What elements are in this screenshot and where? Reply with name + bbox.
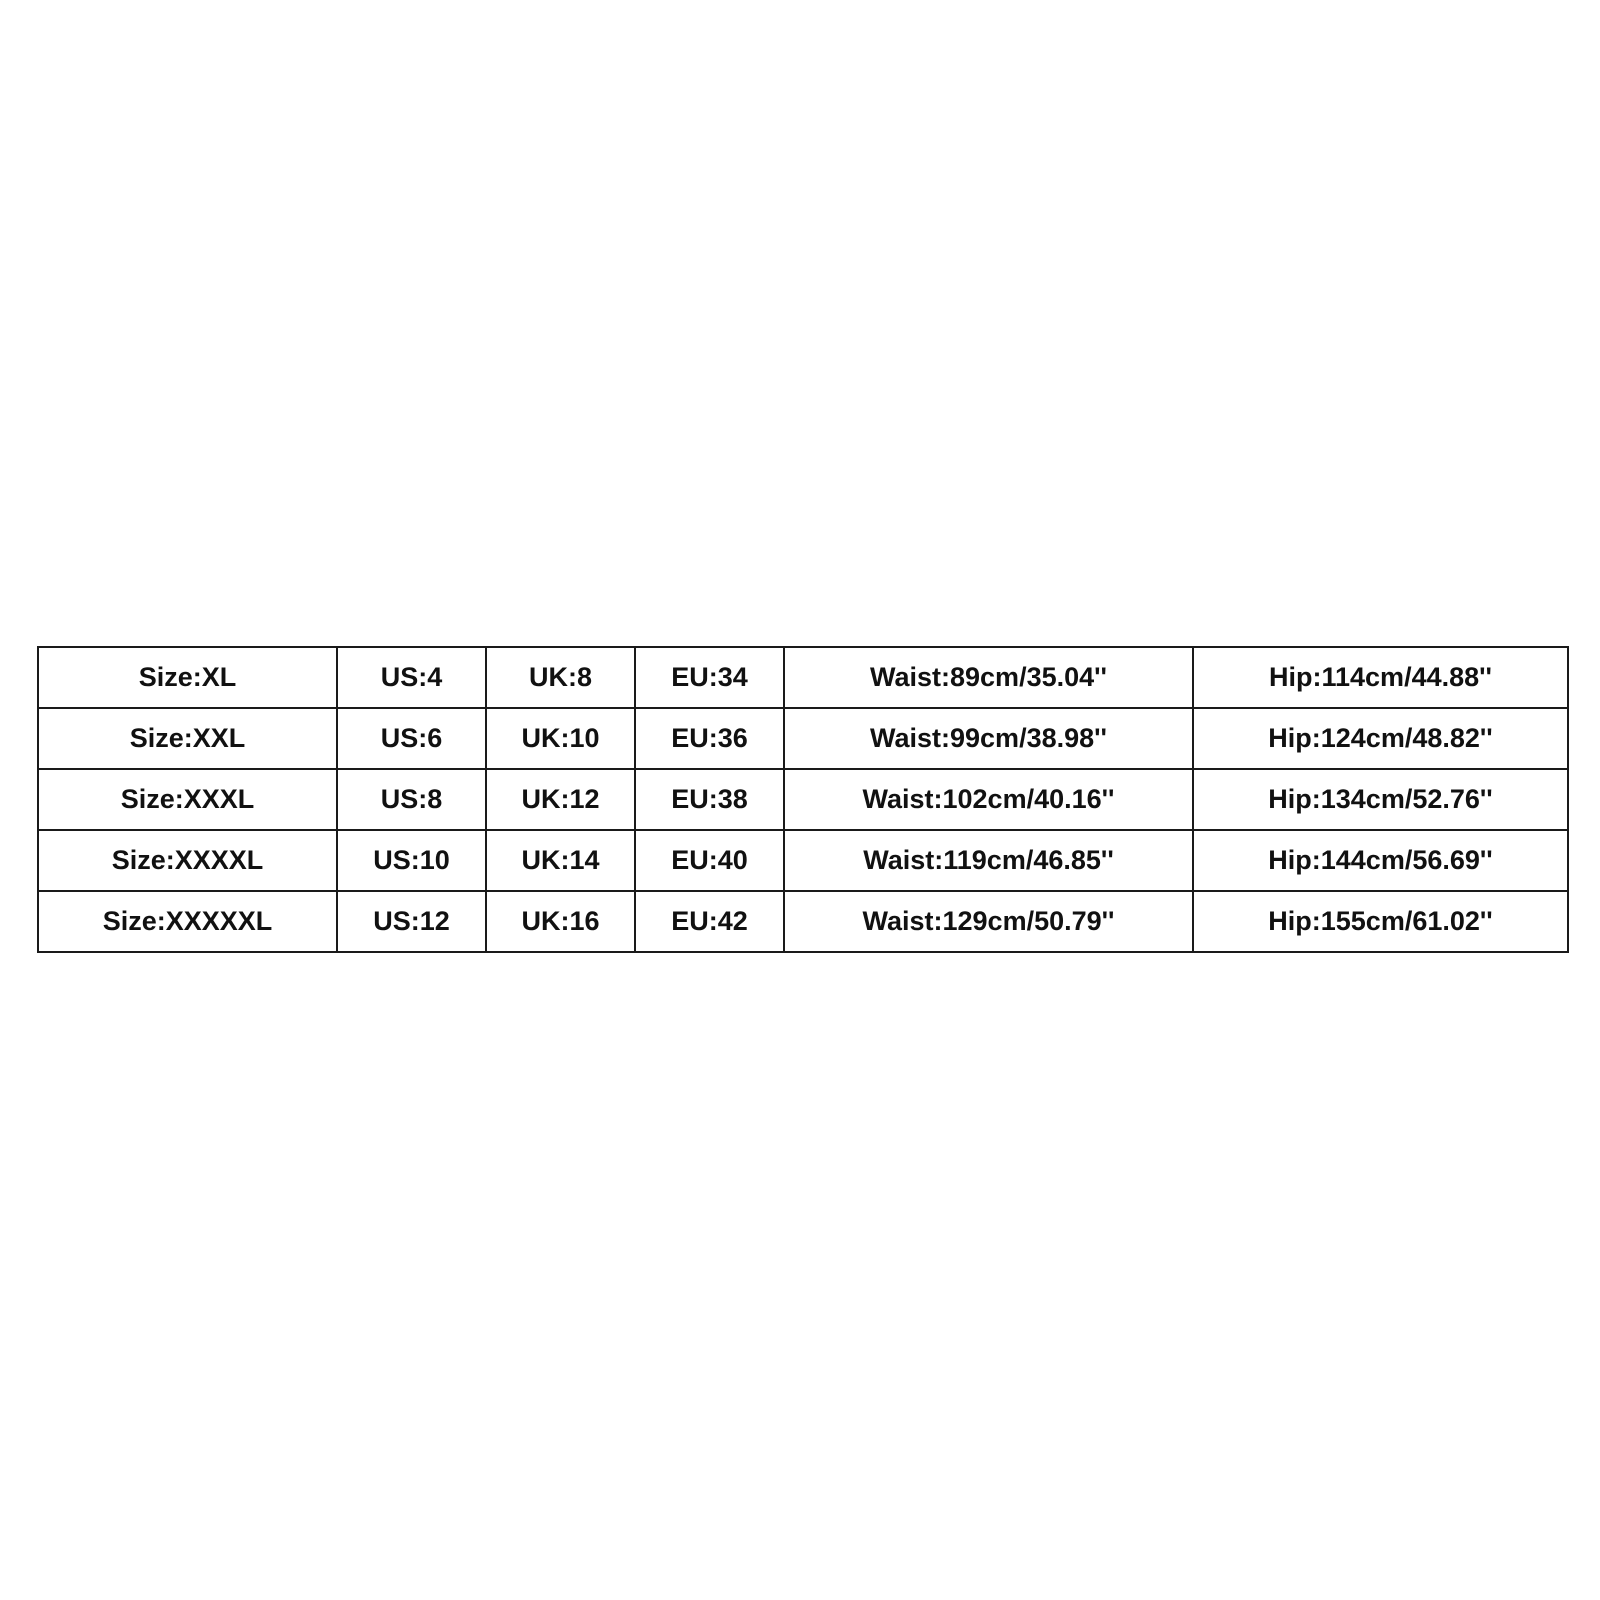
eu-cell: EU:38 (635, 769, 784, 830)
size-cell: Size:XXXL (38, 769, 337, 830)
waist-cell: Waist:99cm/38.98'' (784, 708, 1193, 769)
eu-cell: EU:34 (635, 647, 784, 708)
waist-cell: Waist:102cm/40.16'' (784, 769, 1193, 830)
size-cell: Size:XXXXL (38, 830, 337, 891)
hip-cell: Hip:124cm/48.82'' (1193, 708, 1568, 769)
table-row (38, 708, 1568, 769)
us-cell: US:10 (337, 830, 486, 891)
uk-cell: UK:14 (486, 830, 635, 891)
hip-cell: Hip:134cm/52.76'' (1193, 769, 1568, 830)
hip-cell: Hip:155cm/61.02'' (1193, 891, 1568, 952)
uk-cell: UK:16 (486, 891, 635, 952)
eu-cell: EU:36 (635, 708, 784, 769)
table-row (38, 830, 1568, 891)
table-row (38, 891, 1568, 952)
size-chart-table (37, 646, 1569, 953)
uk-cell: UK:8 (486, 647, 635, 708)
us-cell: US:4 (337, 647, 486, 708)
waist-cell: Waist:119cm/46.85'' (784, 830, 1193, 891)
size-cell: Size:XL (38, 647, 337, 708)
eu-cell: EU:42 (635, 891, 784, 952)
us-cell: US:8 (337, 769, 486, 830)
waist-cell: Waist:129cm/50.79'' (784, 891, 1193, 952)
us-cell: US:6 (337, 708, 486, 769)
table-row (38, 769, 1568, 830)
hip-cell: Hip:144cm/56.69'' (1193, 830, 1568, 891)
size-cell: Size:XXL (38, 708, 337, 769)
size-cell: Size:XXXXXL (38, 891, 337, 952)
uk-cell: UK:12 (486, 769, 635, 830)
uk-cell: UK:10 (486, 708, 635, 769)
eu-cell: EU:40 (635, 830, 784, 891)
table-row (38, 647, 1568, 708)
hip-cell: Hip:114cm/44.88'' (1193, 647, 1568, 708)
waist-cell: Waist:89cm/35.04'' (784, 647, 1193, 708)
us-cell: US:12 (337, 891, 486, 952)
